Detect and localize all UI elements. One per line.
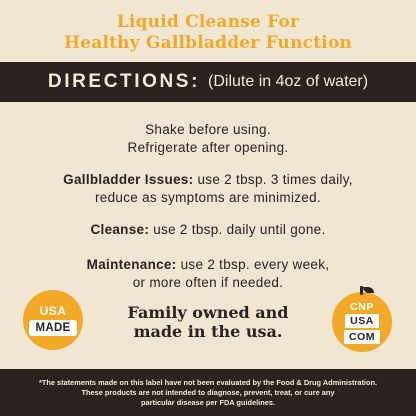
disclaimer-line-3: particular disease per FDA guidelines.	[140, 397, 276, 407]
directions-label: DIRECTIONS:	[47, 71, 201, 92]
cnp-logo-line-3-row	[332, 330, 392, 344]
usa-made-badge	[23, 290, 83, 350]
shake-instruction: Shake before using.	[145, 122, 271, 137]
maintenance-label: Maintenance:	[86, 257, 177, 272]
cnp-logo-line-3: COM	[344, 330, 380, 344]
disclaimer-line-1: *The statements made on this label have not been evaluated by the Food & Drug Administration.	[38, 377, 378, 387]
cleanse-label: Cleanse:	[90, 222, 150, 237]
product-title	[0, 12, 416, 54]
cnp-logo	[330, 286, 394, 352]
tagline-line-2: made in the usa.	[133, 322, 283, 341]
cleanse-text: use 2 tbsp. daily until gone.	[149, 222, 326, 237]
gallbladder-instruction	[0, 171, 416, 189]
tagline	[100, 303, 316, 341]
maintenance-text: use 2 tbsp. every week,	[176, 257, 330, 272]
usa-badge-top: USA	[39, 304, 67, 318]
usa-badge-pill	[29, 320, 77, 336]
disclaimer-line-2: These products are not intended to diagnose, prevent, treat, or cure any	[81, 387, 335, 397]
cnp-logo-line-2-row	[332, 314, 392, 328]
title-line-1: Liquid Cleanse For	[116, 12, 300, 32]
directions-banner	[0, 62, 416, 102]
gallbladder-label: Gallbladder Issues:	[63, 172, 194, 187]
refrigerate-instruction: Refrigerate after opening.	[127, 140, 289, 155]
fda-disclaimer	[0, 369, 416, 416]
usa-badge-bottom: MADE	[35, 322, 71, 334]
cleanse-instruction	[0, 221, 416, 239]
cnp-logo-line-2: USA	[345, 314, 379, 328]
maintenance-instruction-2: or more often if needed.	[132, 275, 284, 290]
maintenance-instruction	[0, 256, 416, 274]
directions-note: (Dilute in 4oz of water)	[208, 73, 369, 90]
cnp-logo-line-1: CNP	[350, 301, 374, 313]
disclaimer-text	[6, 378, 410, 408]
tagline-line-1: Family owned and	[127, 303, 289, 322]
gallbladder-text: use 2 tbsp. 3 times daily,	[193, 172, 353, 187]
title-line-2: Healthy Gallbladder Function	[63, 33, 353, 53]
gallbladder-instruction-2: reduce as symptoms are minimized.	[95, 190, 321, 205]
